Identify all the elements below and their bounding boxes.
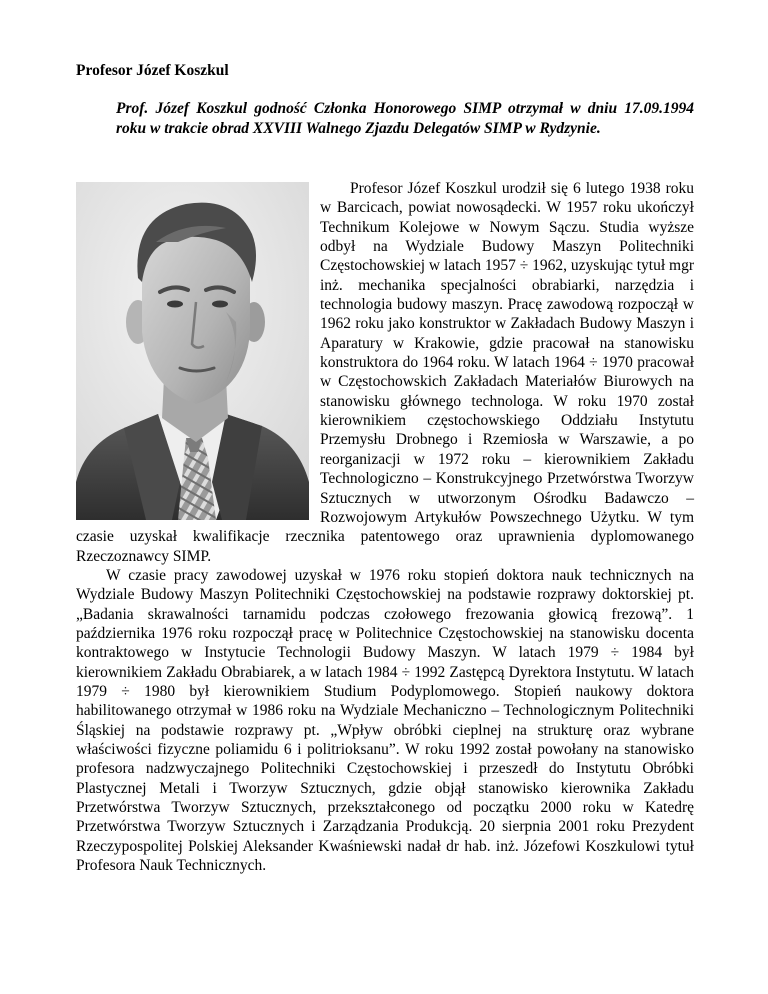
document-subtitle: Prof. Józef Koszkul godność Członka Honorowego SIMP otrzymał w dniu 17.09.1994 roku w trakcie obrad XXVIII Walnego Zjazdu Delegatów SIMP w Rydzynie. — [116, 100, 694, 137]
document-body — [76, 179, 694, 875]
paragraph-2: W czasie pracy zawodowej uzyskał w 1976 roku stopień doktora nauk technicznych na Wydziale Budowy Maszyn Politechniki Częstochowskiej na podstawie rozprawy doktorskiej pt. „Badania skrawalności tarnamidu podczas czołowego frezowania głowicą frezową”. 1 października 1976 roku rozpoczął pracę w Politechnice Częstochowskiej na stanowisku docenta kontraktowego w Instytucie Technologii Budowy Maszyn. W latach 1979 ÷ 1984 był kierownikiem Zakładu Obrabiarek, a w latach 1984 ÷ 1992 Zastępcą Dyrektora Instytutu. W latach 1979 ÷ 1980 był kierownikiem Studium Podyplomowego. Stopień naukowy doktora habilitowanego otrzymał w 1986 roku na Wydziale Mechaniczno – Technologicznym Politechniki Śląskiej na podstawie rozprawy pt. „Wpływ obróbki cieplnej na strukturę oraz wybrane właściwości fizyczne poliamidu 6 i politrioksanu”. W roku 1992 został powołany na stanowisko profesora nadzwyczajnego Politechniki Częstochowskiej i przeszedł do Instytutu Obróbki Plastycznej Metali i Tworzyw Sztucznych, gdzie objął stanowisko kierownika Zakładu Przetwórstwa Tworzyw Sztucznych, przekształconego od początku 2000 roku w Katedrę Przetwórstwa Tworzyw Sztucznych i Zarządzania Produkcją. 20 sierpnia 2001 roku Prezydent Rzeczypospolitej Polskiej Aleksander Kwaśniewski nadał dr hab. inż. Józefowi Koszkulowi tytuł Profesora Nauk Technicznych. — [76, 566, 694, 875]
portrait-photo — [76, 182, 309, 520]
paragraph-1: Profesor Józef Koszkul urodził się 6 lutego 1938 roku w Barcicach, powiat nowosądecki. W 1957 roku ukończył Technikum Kolejowe w Nowym Sączu. Studia wyższe odbył na Wydziale Budowy Maszyn Politechniki Częstochowskiej w latach 1957 ÷ 1962, uzyskując tytuł mgr inż. mechanika specjalności obrabiarki, narzędzia i technologia budowy maszyn. Pracę zawodową rozpoczął w 1962 roku jako konstruktor w Zakładach Budowy Maszyn i Aparatury w Krakowie, gdzie pracował na stanowisku konstruktora do 1964 roku. W latach 1964 ÷ 1970 pracował w Częstochowskich Zakładach Materiałów Biurowych na stanowisku głównego technologa. W roku 1970 został kierownikiem częstochowskiego Oddziału Instytutu Przemysłu Drobnego i Rzemiosła w Warszawie, a po reorganizacji w 1972 roku – kierownikiem Zakładu Technologiczno – Konstrukcyjnego Przetwórstwa Tworzyw Sztucznych w utworzonym Ośrodku Badawczo – Rozwojowym Artykułów Powszechnego Użytku. W tym czasie uzyskał kwalifikacje rzecznika patentowego oraz uprawnienia dyplomowanego Rzeczoznawcy SIMP. — [76, 180, 694, 565]
document-title: Profesor Józef Koszkul — [76, 62, 229, 79]
